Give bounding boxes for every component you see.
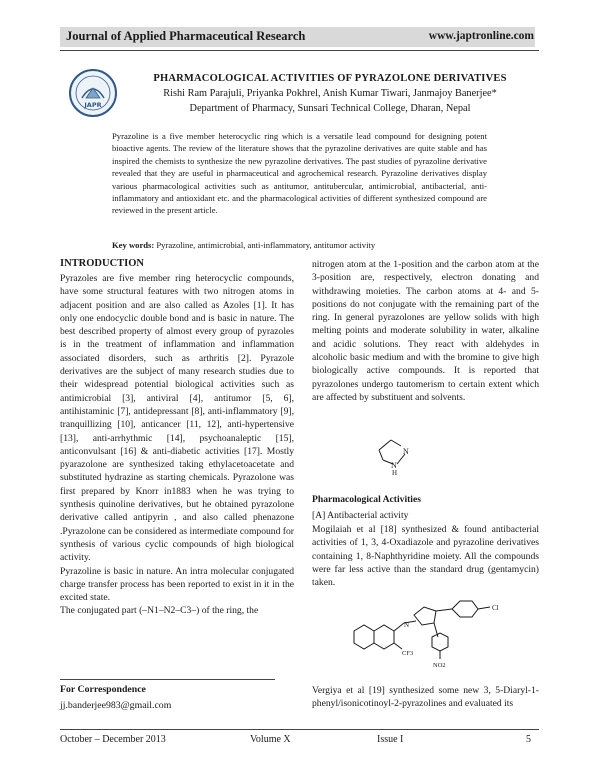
intro-paragraph-2: Pyrazoline is basic in nature. An intra molecular conjugated charge transfer process has been reported to exist in it in the excited state. xyxy=(60,565,294,604)
structure-n-atom: N xyxy=(403,447,409,456)
footer-date: October – December 2013 xyxy=(60,734,166,745)
footer-issue: Issue I xyxy=(377,734,404,745)
journal-logo-icon xyxy=(68,68,118,118)
structure2-cl: Cl xyxy=(492,604,499,612)
footer-page-number: 5 xyxy=(526,734,531,745)
structure2-no2: NO2 xyxy=(433,662,446,669)
correspondence-title: For Correspondence xyxy=(60,684,146,695)
correspondence-email[interactable]: jj.banderjee983@gmail.com xyxy=(60,700,172,711)
structure2-cf3: CF3 xyxy=(402,650,414,657)
right-paragraph-3: Vergiya et al [19] synthesized some new 3, 5-Diaryl-1-phenyl/isonicotinoyl-2-pyrazolines and evaluated its xyxy=(312,685,539,710)
pyrazole-structure-diagram xyxy=(365,428,465,476)
keywords-label: Key words: xyxy=(112,240,155,250)
header-rule xyxy=(60,50,539,51)
journal-website[interactable]: www.japtronline.com xyxy=(428,30,534,42)
structure2-n-atom: N xyxy=(404,621,410,629)
journal-name: Journal of Applied Pharmaceutical Research xyxy=(66,29,306,43)
intro-body xyxy=(60,272,294,618)
correspondence-rule xyxy=(60,679,275,680)
structure-nh-atom: N xyxy=(391,461,397,470)
intro-heading: INTRODUCTION xyxy=(60,258,145,269)
footer-rule xyxy=(60,729,539,730)
right-paragraph-2: Mogilaiah et al [18] synthesized & found antibacterial activities of 1, 3, 4-Oxadiazole and pyrazoline derivatives containing 1, 8-Naphthyridine moiety. All the compounds were far less active than the standard drug (gentamycin) taken. xyxy=(312,524,539,589)
abstract-text: Pyrazoline is a five member heterocyclic ring which is a versatile lead compound for designing potent bioactive agents. The review of the literature shows that the pyrazoline derivatives are quite stable and has inspired the chemists to synthesize the new pyrazoline derivatives. The past studies of pyrazoline derivative revealed that they are useful in pharmaceutical and agrochemical research. Pyrazoline derivatives display various pharmacological activities such as antitumor, antitubercular, antimicrobial, antibacterial, anti-inflammatory and antioxidant etc. and the pharmacological activities of different synthesized compound are reviewed in the present article. xyxy=(112,131,487,216)
correspondence-box xyxy=(60,684,220,711)
keywords-list: Pyrazoline, antimicrobial, anti-inflammatory, antitumor activity xyxy=(154,240,376,250)
keywords xyxy=(112,239,487,251)
logo-text: JAPR xyxy=(84,101,102,109)
structure-h-atom: H xyxy=(392,469,398,476)
right-paragraph-1: nitrogen atom at the 1-position and the carbon atom at the 3-position are, respectively, electron donating and withdrawing moieties. The carbon atoms at 4- and 5-positions do not conjugate with the remaining part of the ring. In general pyrazolones are yellow solids with high melting points and moderate solubility in water, alkaline and acidic solutions. They react with aldehydes in alcoholic basic medium and with the bromine to give high biologically active compounds. It is reported that pyrazolones undergo tautomerism to certain extent which are affected by substituent and solvents. xyxy=(312,259,539,403)
antibacterial-heading: [A] Antibacterial activity xyxy=(312,510,409,521)
intro-paragraph-3: The conjugated part (–N1–N2–C3–) of the ring, the xyxy=(60,605,259,617)
article-affiliation: Department of Pharmacy, Sunsari Technical College, Dharan, Nepal xyxy=(189,103,471,114)
article-title: PHARMACOLOGICAL ACTIVITIES OF PYRAZOLONE DERIVATIVES xyxy=(153,73,507,84)
pharmacological-activities-heading: Pharmacological Activities xyxy=(312,494,421,505)
article-authors: Rishi Ram Parajuli, Priyanka Pokhrel, Anish Kumar Tiwari, Janmajoy Banerjee* xyxy=(163,88,497,99)
naphthyridine-structure-diagram xyxy=(340,593,540,675)
intro-paragraph-1: Pyrazoles are five member ring heterocyclic compounds, have some structural features with two nitrogen atoms in adjacent position and are also called as Azoles [1]. It has only one endocyclic double bond and is basic in nature. The best described property of almost every group of pyrazoles is in the treatment of inflammation and inflammation associated disorders, such as arthritis [2]. Pyrazole derivatives are the subject of many research studies due to their widespread potential biological activities such as antimicrobial [3], antiviral [4], antitumor [5, 6], antihistaminic [7], antidepressant [8], anti-inflammatory [9], tranquillizing [10], anticancer [11, 12], anti-hypertensive [13], anti-arrhythmic [14], psychoanaleptic [15], anticonvulsant [16] & anti-diabetic activities [17]. Mostly pyarazolone are synthesized taking ethylacetoacetate and substituted hydrazine as starting chemicals. Pyrazolone was first prepared by Knorr in1883 when he was trying to synthesis quinoline derivatives, but he obtained pyrazolone derivative called antipyrin , and also called phenazone .Pyrazolone can be considered as intermediate compound for synthesis of various cyclic compounds of high biological activity. xyxy=(60,273,294,564)
footer-volume: Volume X xyxy=(250,734,291,745)
